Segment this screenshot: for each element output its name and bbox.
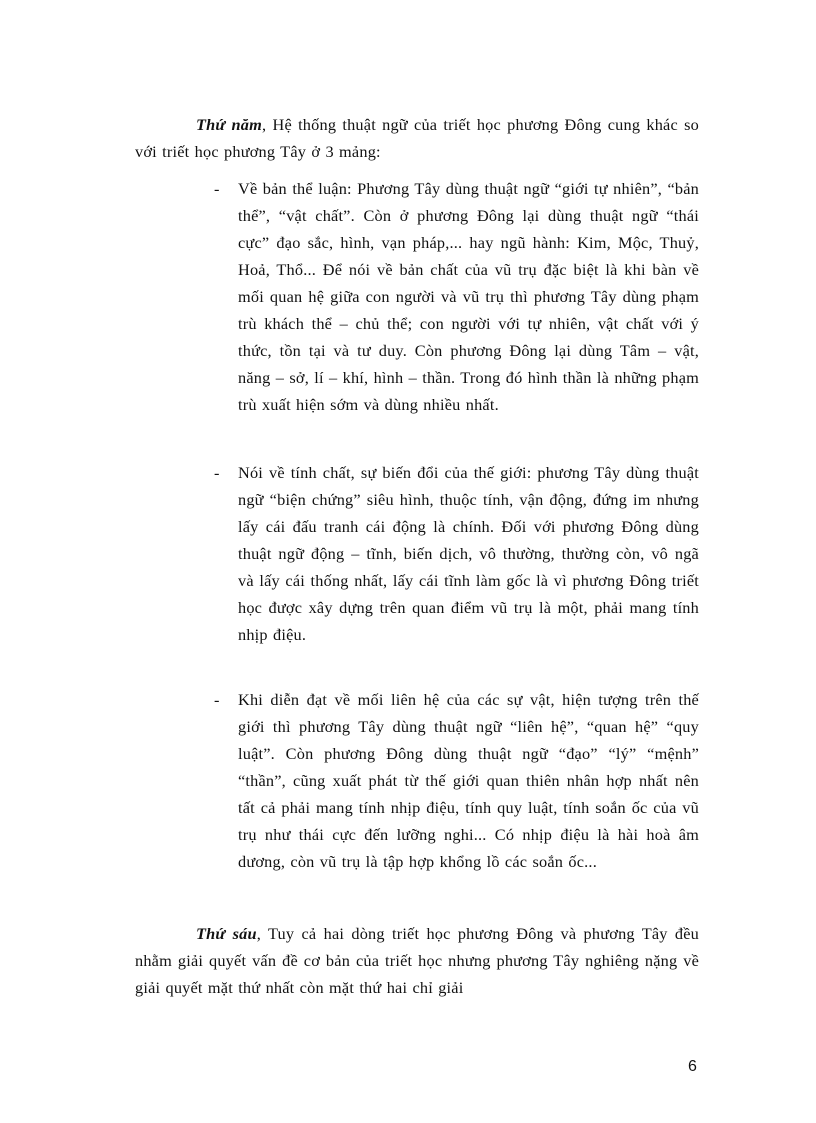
list-bullet: - [214,463,220,482]
list-bullet: - [214,690,220,709]
paragraph-text: , Hệ thống thuật ngữ của triết học phương Đông cung khác so với triết học phương Tây ở 3 mảng: [135,115,699,161]
list-item: Về bản thể luận: Phương Tây dùng thuật ngữ “giới tự nhiên”, “bản thể”, “vật chất”. Còn ở phương Đông lại dùng thuật ngữ “thái cực” đạo sắc, hình, vạn pháp,... hay ngũ hành: Kim, Mộc, Thuỷ, Hoả, Thổ... Để nói về bản chất của vũ trụ đặc biệt là khi bàn về mối quan hệ giữa con người và vũ trụ thì phương Tây dùng phạm trù khách thể – chủ thể; con người với tự nhiên, vật chất với ý thức, tồn tại và tư duy. Còn phương Đông lại dùng Tâm – vật, năng – sở, lí – khí, hình – thần. Trong đó hình thần là những phạm trù xuất hiện sớm và dùng nhiều nhất. [238,179,699,414]
list-item: Khi diễn đạt về mối liên hệ của các sự vật, hiện tượng trên thế giới thì phương Tây dùng thuật ngữ “liên hệ”, “quan hệ” “quy luật”. Còn phương Đông dùng thuật ngữ “đạo” “lý” “mệnh” “thần”, cũng xuất phát từ thế giới quan thiên nhân hợp nhất nên tất cả phải mang tính nhịp điệu, tính quy luật, tính soắn ốc của vũ trụ như thái cực đến lưỡng nghi... Có nhịp điệu là hài hoà âm dương, còn vũ trụ là tập hợp khổng lồ các soắn ốc... [238,690,699,871]
paragraph-lead: Thứ năm [196,115,263,134]
list-item: Nói về tính chất, sự biến đổi của thế giới: phương Tây dùng thuật ngữ “biện chứng” siêu hình, thuộc tính, vận động, đứng im nhưng lấy cái đấu tranh cái động là chính. Đối với phương Đông dùng thuật ngữ động – tĩnh, biến dịch, vô thường, thường còn, vô ngã và lấy cái thống nhất, lấy cái tĩnh làm gốc là vì phương Đông triết học được xây dựng trên quan điểm vũ trụ là một, phải mang tính nhịp điệu. [238,463,699,644]
list-bullet: - [214,179,220,198]
paragraph-thu-nam [135,111,699,165]
paragraph-lead: Thứ sáu [196,924,257,943]
page-number: 6 [688,1058,697,1075]
paragraph-text: , Tuy cả hai dòng triết học phương Đông và phương Tây đều nhằm giải quyết vấn đề cơ bản của triết học nhưng phương Tây nghiêng nặng về giải quyết mặt thứ nhất còn mặt thứ hai chỉ giải [135,924,699,997]
paragraph-thu-sau [135,920,699,1001]
